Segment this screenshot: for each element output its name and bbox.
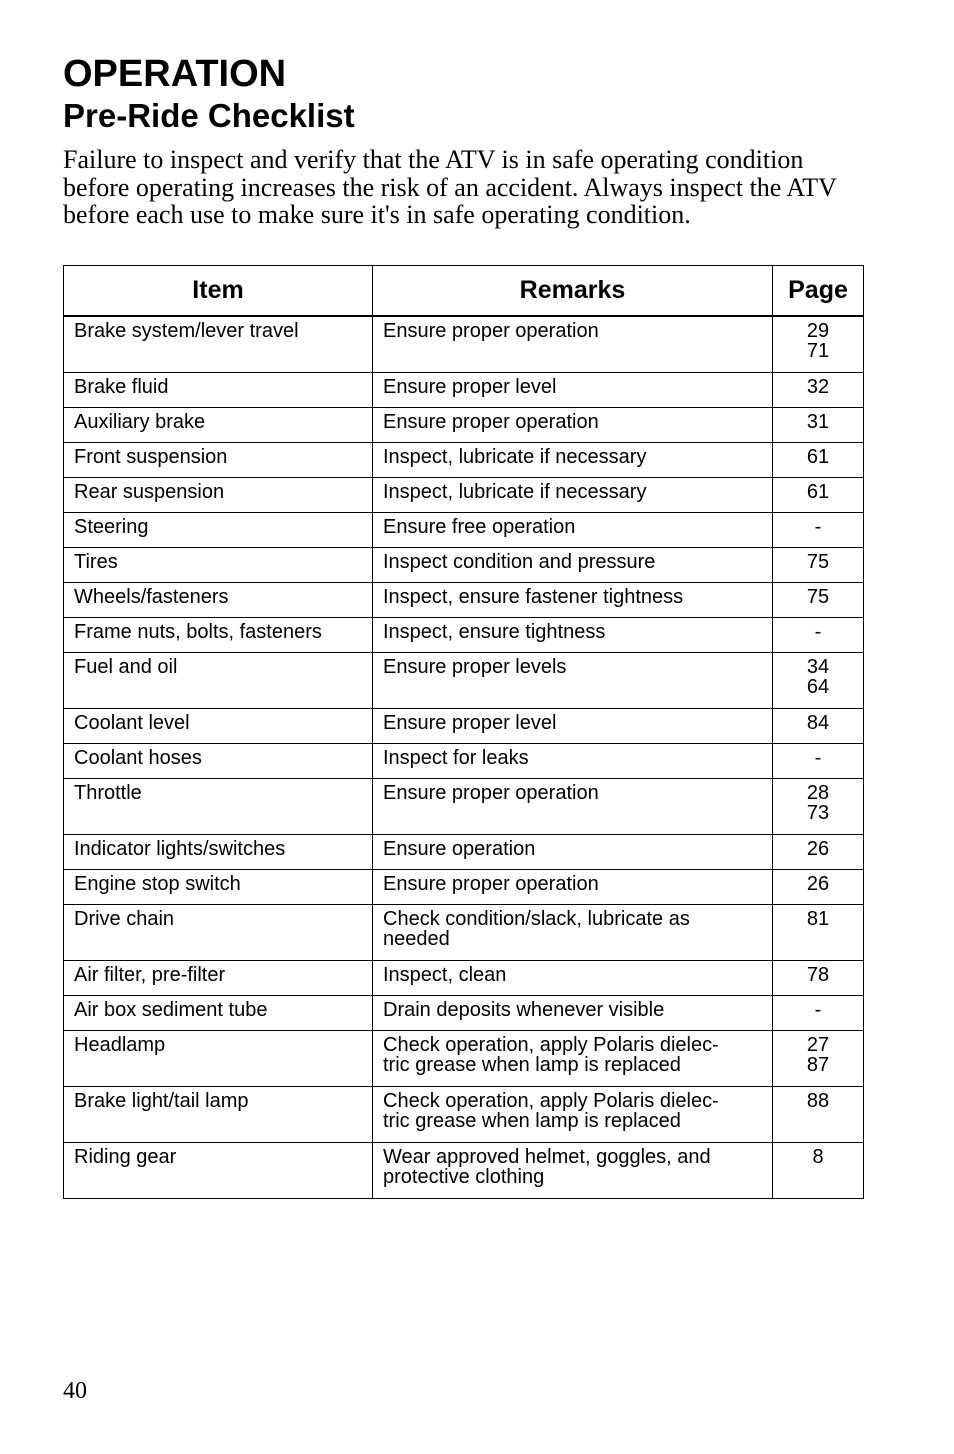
item-cell: Indicator lights/switches [64, 835, 373, 870]
page-ref-cell: 75 [773, 548, 864, 583]
item-cell: Brake fluid [64, 373, 373, 408]
page-ref-cell: 8 [773, 1143, 864, 1199]
checklist-table [63, 265, 864, 1199]
item-cell: Brake light/tail lamp [64, 1087, 373, 1143]
item-cell: Throttle [64, 779, 373, 835]
remarks-cell: Inspect, lubricate if necessary [373, 478, 773, 513]
item-cell: Riding gear [64, 1143, 373, 1199]
table-row [64, 1031, 864, 1087]
remarks-cell: Inspect, ensure tightness [373, 618, 773, 653]
item-cell: Front suspension [64, 443, 373, 478]
table-row [64, 870, 864, 905]
item-cell: Steering [64, 513, 373, 548]
remarks-cell: Ensure proper operation [373, 779, 773, 835]
page-ref-cell: 81 [773, 905, 864, 961]
table-row [64, 316, 864, 373]
item-cell: Headlamp [64, 1031, 373, 1087]
table-row [64, 583, 864, 618]
table-row [64, 905, 864, 961]
table-row [64, 478, 864, 513]
table-row [64, 709, 864, 744]
remarks-cell: Check operation, apply Polaris dielec- tric grease when lamp is replaced [373, 1031, 773, 1087]
table-row [64, 779, 864, 835]
page-ref-cell: 31 [773, 408, 864, 443]
table-row [64, 1087, 864, 1143]
page-ref-cell: 29 71 [773, 316, 864, 373]
page-ref-cell: 61 [773, 478, 864, 513]
item-cell: Engine stop switch [64, 870, 373, 905]
page-ref-cell: 75 [773, 583, 864, 618]
page-ref-cell: 84 [773, 709, 864, 744]
remarks-cell: Ensure proper operation [373, 316, 773, 373]
remarks-cell: Inspect for leaks [373, 744, 773, 779]
column-header-remarks: Remarks [373, 266, 773, 317]
remarks-cell: Wear approved helmet, goggles, and protective clothing [373, 1143, 773, 1199]
remarks-cell: Ensure proper level [373, 709, 773, 744]
item-cell: Auxiliary brake [64, 408, 373, 443]
table-row [64, 548, 864, 583]
table-row [64, 373, 864, 408]
item-cell: Coolant hoses [64, 744, 373, 779]
table-body [64, 316, 864, 1199]
table-row [64, 1143, 864, 1199]
item-cell: Air filter, pre-filter [64, 961, 373, 996]
item-cell: Frame nuts, bolts, fasteners [64, 618, 373, 653]
table-row [64, 408, 864, 443]
remarks-cell: Inspect condition and pressure [373, 548, 773, 583]
remarks-cell: Check condition/slack, lubricate as needed [373, 905, 773, 961]
column-header-item: Item [64, 266, 373, 317]
section-title: Pre-Ride Checklist [63, 97, 355, 134]
table-row [64, 996, 864, 1031]
page-ref-cell: 26 [773, 835, 864, 870]
table-header-row [64, 266, 864, 317]
remarks-cell: Drain deposits whenever visible [373, 996, 773, 1031]
page-ref-cell: 28 73 [773, 779, 864, 835]
table-row [64, 443, 864, 478]
column-header-page: Page [773, 266, 864, 317]
page-ref-cell: 27 87 [773, 1031, 864, 1087]
page-ref-cell: 88 [773, 1087, 864, 1143]
item-cell: Coolant level [64, 709, 373, 744]
remarks-cell: Ensure proper level [373, 373, 773, 408]
item-cell: Brake system/lever travel [64, 316, 373, 373]
table-row [64, 744, 864, 779]
page-ref-cell: 78 [773, 961, 864, 996]
page-title: OPERATION [63, 53, 287, 95]
page-ref-cell: - [773, 513, 864, 548]
remarks-cell: Inspect, ensure fastener tightness [373, 583, 773, 618]
table-row [64, 653, 864, 709]
page-ref-cell: - [773, 618, 864, 653]
page-ref-cell: 32 [773, 373, 864, 408]
remarks-cell: Ensure proper operation [373, 870, 773, 905]
item-cell: Air box sediment tube [64, 996, 373, 1031]
remarks-cell: Ensure free operation [373, 513, 773, 548]
remarks-cell: Inspect, clean [373, 961, 773, 996]
page-ref-cell: 61 [773, 443, 864, 478]
remarks-cell: Ensure proper operation [373, 408, 773, 443]
remarks-cell: Ensure proper levels [373, 653, 773, 709]
table-row [64, 513, 864, 548]
item-cell: Tires [64, 548, 373, 583]
item-cell: Drive chain [64, 905, 373, 961]
table-row [64, 835, 864, 870]
remarks-cell: Ensure operation [373, 835, 773, 870]
page-ref-cell: - [773, 996, 864, 1031]
remarks-cell: Check operation, apply Polaris dielec- tric grease when lamp is replaced [373, 1087, 773, 1143]
page-number: 40 [63, 1378, 87, 1404]
page-header [63, 52, 863, 229]
intro-paragraph: Failure to inspect and verify that the ATV is in safe operating condition before operating increases the risk of an accident. Always inspect the ATV before each use to make sure it's in safe operating condition. [63, 145, 837, 229]
page-ref-cell: 26 [773, 870, 864, 905]
page-ref-cell: - [773, 744, 864, 779]
item-cell: Wheels/fasteners [64, 583, 373, 618]
remarks-cell: Inspect, lubricate if necessary [373, 443, 773, 478]
table-row [64, 961, 864, 996]
page-ref-cell: 34 64 [773, 653, 864, 709]
item-cell: Rear suspension [64, 478, 373, 513]
item-cell: Fuel and oil [64, 653, 373, 709]
table-row [64, 618, 864, 653]
